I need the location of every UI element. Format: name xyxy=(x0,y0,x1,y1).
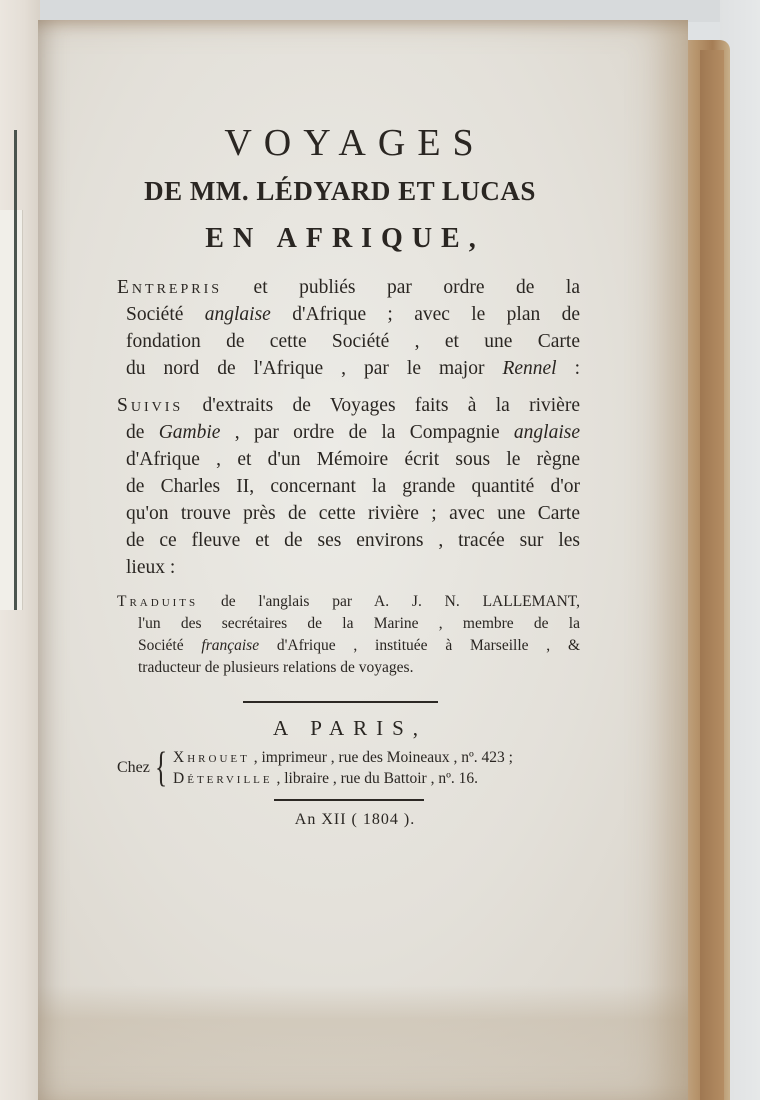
paragraph-suivis xyxy=(100,392,580,581)
p2-line-6: de ce fleuve et de ses environs , tracée sur les xyxy=(126,530,580,551)
p3-line-2: l'un des secrétaires de la Marine , membre de la xyxy=(138,615,580,632)
publisher-list xyxy=(173,747,513,789)
flyleaf-edge xyxy=(14,130,17,610)
text: de xyxy=(126,422,159,443)
page-stack-edge-inner xyxy=(700,50,724,1100)
title-page-content xyxy=(100,118,580,829)
text: Société xyxy=(126,304,205,325)
p2-line-5: qu'on trouve près de cette rivière ; avec une Carte xyxy=(126,503,580,524)
divider-rule-top xyxy=(243,701,438,703)
p2-line-2 xyxy=(100,419,580,446)
italic-text: anglaise xyxy=(513,422,581,443)
publisher-line xyxy=(173,747,513,768)
italic-text: Gambie xyxy=(158,422,221,443)
publisher-address: , imprimeur , rue des Moineaux , nº. 423 ; xyxy=(249,749,513,766)
title-line-1: VOYAGES xyxy=(224,122,486,164)
p3-line-1 xyxy=(100,591,580,613)
publication-date: An XII ( 1804 ). xyxy=(294,811,416,828)
imprint-city: A PARIS, xyxy=(272,716,428,740)
text: du nord de l'Afrique , par le major xyxy=(126,358,503,379)
publisher-name: Déterville xyxy=(173,770,273,787)
page-stain-band xyxy=(38,985,688,1100)
p1-line-4 xyxy=(100,355,580,382)
text: d'extraits de Voyages faits à la rivière xyxy=(183,395,580,416)
small-caps-lead: Entrepris xyxy=(117,277,223,298)
italic-text: française xyxy=(201,637,260,654)
divider-rule-bottom xyxy=(274,799,424,801)
p2-line-3: d'Afrique , et d'un Mémoire écrit sous le règne xyxy=(126,449,580,470)
publisher-line xyxy=(173,768,513,789)
title-line-2: DE MM. LÉDYARD ET LUCAS xyxy=(144,176,536,206)
text: d'Afrique , instituée à Marseille , & xyxy=(259,637,581,654)
paragraph-traduits xyxy=(100,591,580,679)
small-caps-lead: Traduits xyxy=(117,593,199,610)
p3-line-4: traducteur de plusieurs relations de voyages. xyxy=(138,659,414,676)
text: Société xyxy=(138,637,202,654)
brace-glyph: { xyxy=(154,745,168,791)
p1-line-2 xyxy=(100,301,580,328)
publisher-address: , libraire , rue du Battoir , nº. 16. xyxy=(272,770,479,787)
text: : xyxy=(556,358,580,379)
flyleaf-fold xyxy=(0,210,23,610)
p2-line-1 xyxy=(100,392,580,419)
p2-line-4: de Charles II, concernant la grande quantité d'or xyxy=(126,476,580,497)
imprint-publishers xyxy=(100,747,580,789)
publisher-name: Xhrouet xyxy=(173,749,250,766)
title-line-3: EN AFRIQUE, xyxy=(205,223,485,254)
p1-line-1-text: et publiés par ordre de la xyxy=(222,277,580,298)
text: d'Afrique ; avec le plan de xyxy=(270,304,580,325)
p3-line-3 xyxy=(100,635,580,657)
background-top xyxy=(0,0,760,22)
p1-line-1 xyxy=(100,274,580,301)
p1-line-3: fondation de cette Société , et une Carte xyxy=(126,331,580,352)
text: de l'anglais par A. J. N. LALLEMANT, xyxy=(198,593,580,610)
small-caps-lead: Suivis xyxy=(117,395,184,416)
paragraph-entrepris xyxy=(100,274,580,382)
italic-text: Rennel xyxy=(502,358,557,379)
text: , par ordre de la Compagnie xyxy=(220,422,514,443)
p2-line-7: lieux : xyxy=(126,557,176,578)
chez-label: Chez xyxy=(117,759,150,776)
italic-text: anglaise xyxy=(204,304,271,325)
left-flyleaf xyxy=(0,0,40,1100)
